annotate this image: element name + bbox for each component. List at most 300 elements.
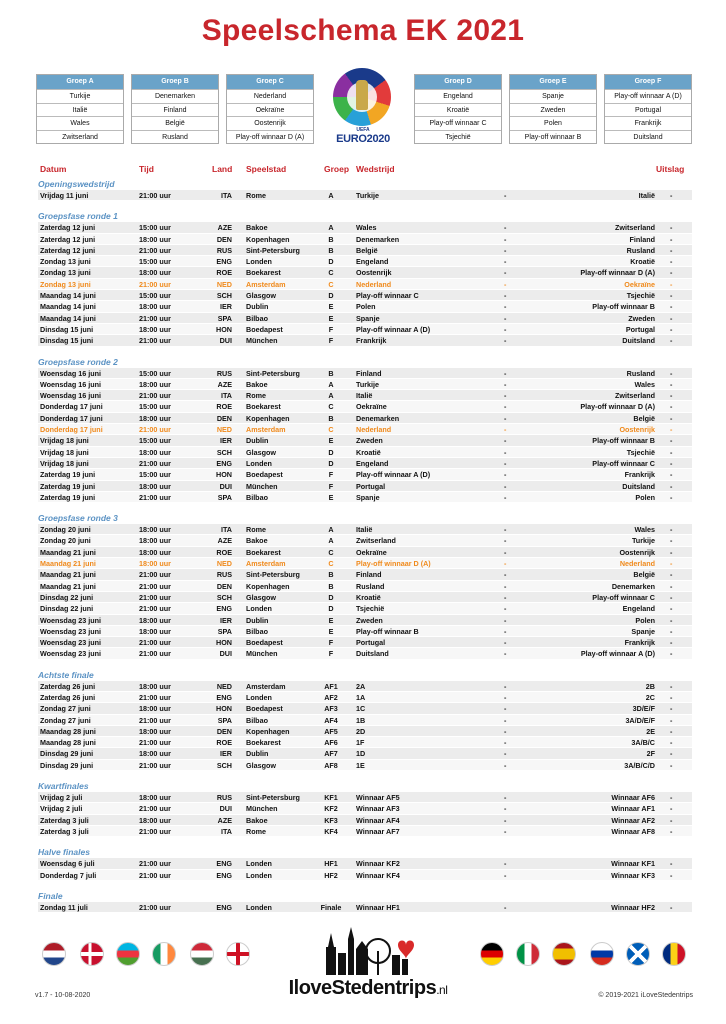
host-city: Glasgow	[246, 291, 276, 301]
group-team: Tsjechië	[415, 130, 501, 144]
host-city: Sint-Petersburg	[246, 570, 300, 580]
home-team: Play-off winnaar C	[356, 291, 419, 301]
match-score: -	[670, 681, 673, 691]
vs-dash: -	[504, 279, 507, 289]
host-country: SPA	[217, 492, 232, 502]
host-city: Londen	[246, 257, 272, 267]
header-score: Uitslag	[656, 164, 685, 174]
match-group: AF4	[324, 715, 338, 725]
match-date: Maandag 14 juni	[40, 302, 96, 312]
home-team: Zweden	[356, 615, 383, 625]
home-team: Denemarken	[356, 413, 400, 423]
match-score: -	[670, 638, 673, 648]
vs-dash: -	[504, 481, 507, 491]
match-time: 21:00 uur	[139, 391, 171, 401]
home-team: 1B	[356, 715, 366, 725]
home-team: Play-off winnaar D (A)	[356, 559, 431, 569]
away-team: Play-off winnaar B	[592, 436, 655, 446]
match-date: Zaterdag 3 juli	[40, 826, 89, 836]
group-table-groep-d	[414, 74, 502, 144]
host-country: ENG	[216, 870, 232, 880]
group-team: Zweden	[510, 103, 596, 117]
match-date: Vrijdag 11 juni	[40, 191, 89, 200]
away-team: Polen	[635, 492, 655, 502]
away-team: Frankrijk	[624, 638, 655, 648]
match-group: D	[328, 291, 334, 301]
away-team: Winnaar KF3	[611, 870, 655, 880]
host-country: HON	[216, 638, 232, 648]
home-team: Rusland	[356, 581, 385, 591]
host-country: ENG	[216, 859, 232, 869]
group-team: Oekraïne	[227, 103, 313, 117]
host-city: Kopenhagen	[246, 413, 290, 423]
home-team: Spanje	[356, 313, 380, 323]
match-row	[38, 222, 692, 233]
match-score: -	[670, 268, 673, 278]
match-score: -	[670, 223, 673, 233]
vs-dash: -	[504, 245, 507, 255]
host-city: Bakoe	[246, 223, 268, 233]
match-time: 18:00 uur	[139, 726, 171, 736]
match-score: -	[670, 547, 673, 557]
host-country: AZE	[217, 815, 232, 825]
home-team: Kroatië	[356, 447, 381, 457]
home-team: Denemarken	[356, 234, 400, 244]
away-team: 2C	[645, 692, 655, 702]
match-row	[38, 368, 692, 379]
vs-dash: -	[504, 413, 507, 423]
home-team: Winnaar HF1	[356, 902, 400, 912]
match-score: -	[670, 313, 673, 323]
match-group: F	[328, 470, 334, 480]
match-date: Zaterdag 3 juli	[40, 815, 89, 825]
home-team: Zweden	[356, 436, 383, 446]
match-row	[38, 581, 692, 592]
home-team: Winnaar AF3	[356, 804, 400, 814]
match-group: A	[328, 191, 334, 200]
vs-dash: -	[504, 704, 507, 714]
home-team: België	[356, 245, 378, 255]
section-title: Groepsfase ronde 2	[38, 356, 118, 367]
match-date: Zondag 13 juni	[40, 279, 91, 289]
match-score: -	[670, 279, 673, 289]
match-date: Zondag 11 juli	[40, 902, 88, 912]
brand-logo	[268, 925, 468, 1005]
match-time: 18:00 uur	[139, 547, 171, 557]
match-date: Dinsdag 22 juni	[40, 604, 94, 614]
match-group: F	[328, 336, 334, 346]
match-time: 21:00 uur	[139, 425, 171, 435]
away-team: Zwitserland	[615, 223, 655, 233]
host-city: Sint-Petersburg	[246, 793, 300, 803]
section-title: Achtste finale	[38, 669, 94, 680]
match-time: 21:00 uur	[139, 870, 171, 880]
match-date: Zondag 20 juni	[40, 525, 91, 535]
home-team: Italië	[356, 525, 373, 535]
match-score: -	[670, 245, 673, 255]
match-date: Maandag 21 juni	[40, 570, 96, 580]
vs-dash: -	[504, 447, 507, 457]
home-team: 1F	[356, 738, 365, 748]
match-date: Vrijdag 18 juni	[40, 447, 89, 457]
home-team: Zwitserland	[356, 536, 396, 546]
match-group: C	[328, 547, 334, 557]
match-group: KF1	[324, 793, 338, 803]
match-time: 18:00 uur	[139, 536, 171, 546]
host-country: DUI	[219, 481, 232, 491]
match-row	[38, 458, 692, 469]
match-score: -	[670, 859, 673, 869]
away-team: Italië	[638, 191, 655, 200]
match-score: -	[670, 615, 673, 625]
away-team: Portugal	[625, 324, 655, 334]
host-city: Rome	[246, 525, 266, 535]
match-time: 21:00 uur	[139, 859, 171, 869]
vs-dash: -	[504, 436, 507, 446]
match-group: F	[328, 481, 334, 491]
match-row	[38, 692, 692, 703]
match-date: Zaterdag 26 juni	[40, 681, 96, 691]
host-city: Glasgow	[246, 447, 276, 457]
group-team: Play-off winnaar B	[510, 130, 596, 144]
match-date: Zondag 13 juni	[40, 268, 91, 278]
home-team: Tsjechië	[356, 604, 385, 614]
match-date: Zaterdag 19 juni	[40, 470, 96, 480]
home-team: Play-off winnaar A (D)	[356, 324, 431, 334]
match-row	[38, 558, 692, 569]
denmark-flag-icon	[80, 942, 104, 966]
host-city: Kopenhagen	[246, 726, 290, 736]
match-time: 18:00 uur	[139, 626, 171, 636]
vs-dash: -	[504, 336, 507, 346]
host-city: Amsterdam	[246, 559, 286, 569]
host-city: Londen	[246, 902, 272, 912]
away-team: Oekraïne	[624, 279, 655, 289]
match-date: Woensdag 16 juni	[40, 368, 101, 378]
match-time: 21:00 uur	[139, 570, 171, 580]
match-date: Woensdag 16 juni	[40, 379, 101, 389]
match-group: C	[328, 279, 334, 289]
match-date: Dinsdag 29 juni	[40, 749, 94, 759]
home-team: Play-off winnaar B	[356, 626, 419, 636]
match-group: B	[328, 413, 334, 423]
vs-dash: -	[504, 715, 507, 725]
match-score: -	[670, 257, 673, 267]
match-group: B	[328, 570, 334, 580]
vs-dash: -	[504, 291, 507, 301]
match-row	[38, 815, 692, 826]
away-team: Frankrijk	[624, 470, 655, 480]
match-score: -	[670, 324, 673, 334]
host-country: DEN	[216, 581, 232, 591]
match-time: 21:00 uur	[139, 279, 171, 289]
match-group: KF3	[324, 815, 338, 825]
host-country: ENG	[216, 257, 232, 267]
match-score: -	[670, 291, 673, 301]
vs-dash: -	[504, 581, 507, 591]
match-date: Zaterdag 26 juni	[40, 692, 96, 702]
match-score: -	[670, 804, 673, 814]
match-group: B	[328, 368, 334, 378]
match-row	[38, 492, 692, 503]
match-date: Dinsdag 22 juni	[40, 592, 94, 602]
vs-dash: -	[504, 638, 507, 648]
trophy-icon	[356, 80, 368, 110]
host-city: Glasgow	[246, 592, 276, 602]
vs-dash: -	[504, 815, 507, 825]
vs-dash: -	[504, 626, 507, 636]
match-score: -	[670, 704, 673, 714]
host-country: SCH	[216, 760, 232, 770]
home-team: Turkije	[356, 191, 380, 200]
match-date: Maandag 21 juni	[40, 581, 96, 591]
match-time: 21:00 uur	[139, 902, 171, 912]
match-time: 18:00 uur	[139, 379, 171, 389]
match-time: 21:00 uur	[139, 313, 171, 323]
match-score: -	[670, 536, 673, 546]
match-date: Donderdag 17 juni	[40, 425, 103, 435]
away-team: Winnaar AF1	[611, 804, 655, 814]
match-row	[38, 648, 692, 659]
group-team: Polen	[510, 116, 596, 130]
match-time: 21:00 uur	[139, 715, 171, 725]
match-row	[38, 413, 692, 424]
copyright-label: © 2019-2021 iLoveStedentrips	[598, 992, 693, 999]
host-country: SCH	[216, 592, 232, 602]
host-city: Sint-Petersburg	[246, 368, 300, 378]
home-team: 1D	[356, 749, 366, 759]
group-header: Groep E	[510, 75, 596, 89]
match-time: 21:00 uur	[139, 245, 171, 255]
match-row	[38, 637, 692, 648]
match-date: Vrijdag 2 juli	[40, 804, 83, 814]
host-country: DEN	[216, 413, 232, 423]
match-time: 21:00 uur	[139, 458, 171, 468]
header-group: Groep	[324, 164, 350, 174]
away-team: 3A/D/E/F	[625, 715, 655, 725]
page-title: Speelschema EK 2021	[201, 14, 525, 47]
match-time: 15:00 uur	[139, 402, 171, 412]
vs-dash: -	[504, 726, 507, 736]
match-score: -	[670, 234, 673, 244]
match-time: 21:00 uur	[139, 649, 171, 659]
home-team: Engeland	[356, 257, 389, 267]
match-row	[38, 245, 692, 256]
match-score: -	[670, 738, 673, 748]
match-group: E	[328, 492, 334, 502]
match-row	[38, 715, 692, 726]
match-group: AF6	[324, 738, 338, 748]
match-score: -	[670, 592, 673, 602]
away-team: Nederland	[619, 559, 655, 569]
host-city: Rome	[246, 391, 266, 401]
host-country: RUS	[216, 793, 232, 803]
match-score: -	[670, 447, 673, 457]
match-row	[38, 858, 692, 869]
match-score: -	[670, 692, 673, 702]
euro2020-logo	[325, 66, 401, 148]
match-date: Maandag 14 juni	[40, 313, 96, 323]
group-team: Turkije	[37, 89, 123, 103]
host-country: ENG	[216, 692, 232, 702]
host-city: Boedapest	[246, 470, 283, 480]
match-row	[38, 379, 692, 390]
host-country: DUI	[219, 336, 232, 346]
vs-dash: -	[504, 191, 507, 200]
host-country: ROE	[216, 547, 232, 557]
away-team: Finland	[629, 234, 655, 244]
match-group: AF7	[324, 749, 338, 759]
vs-dash: -	[504, 749, 507, 759]
header-city: Speelstad	[246, 164, 287, 174]
spain-flag-icon	[552, 942, 576, 966]
host-country: SPA	[217, 626, 232, 636]
match-group: A	[328, 223, 334, 233]
vs-dash: -	[504, 559, 507, 569]
group-team: Play-off winnaar C	[415, 116, 501, 130]
match-time: 18:00 uur	[139, 413, 171, 423]
match-row	[38, 726, 692, 737]
host-country: DEN	[216, 234, 232, 244]
match-row	[38, 481, 692, 492]
away-team: België	[633, 413, 655, 423]
match-date: Zondag 27 juni	[40, 715, 91, 725]
match-time: 15:00 uur	[139, 470, 171, 480]
away-team: Play-off winnaar D (A)	[580, 268, 655, 278]
home-team: Polen	[356, 302, 376, 312]
host-city: Londen	[246, 604, 272, 614]
home-team: Engeland	[356, 458, 389, 468]
vs-dash: -	[504, 870, 507, 880]
match-score: -	[670, 760, 673, 770]
match-time: 21:00 uur	[139, 692, 171, 702]
host-country: SPA	[217, 715, 232, 725]
vs-dash: -	[504, 234, 507, 244]
match-group: AF5	[324, 726, 338, 736]
match-row	[38, 234, 692, 245]
match-time: 18:00 uur	[139, 234, 171, 244]
match-date: Woensdag 23 juni	[40, 649, 101, 659]
away-team: Kroatië	[630, 257, 655, 267]
match-date: Dinsdag 29 juni	[40, 760, 94, 770]
section-title: Openingswedstrijd	[38, 179, 115, 189]
away-team: Oostenrijk	[619, 547, 655, 557]
home-team: Wales	[356, 223, 377, 233]
match-row	[38, 748, 692, 759]
match-score: -	[670, 302, 673, 312]
match-group: AF1	[324, 681, 338, 691]
host-city: Londen	[246, 458, 272, 468]
match-group: E	[328, 313, 334, 323]
match-row	[38, 401, 692, 412]
away-team: 3A/B/C	[631, 738, 655, 748]
match-score: -	[670, 626, 673, 636]
host-city: Kopenhagen	[246, 234, 290, 244]
host-country: HON	[216, 470, 232, 480]
host-country: RUS	[216, 570, 232, 580]
match-date: Vrijdag 2 juli	[40, 793, 83, 803]
match-row	[38, 626, 692, 637]
home-team: Portugal	[356, 481, 386, 491]
match-row	[38, 290, 692, 301]
germany-flag-icon	[480, 942, 504, 966]
match-date: Donderdag 7 juli	[40, 870, 97, 880]
match-score: -	[670, 458, 673, 468]
away-team: Rusland	[626, 245, 655, 255]
group-team: Duitsland	[605, 130, 691, 144]
host-country: DUI	[219, 804, 232, 814]
group-header: Groep C	[227, 75, 313, 89]
match-time: 18:00 uur	[139, 749, 171, 759]
away-team: Duitsland	[622, 336, 655, 346]
host-city: Londen	[246, 870, 272, 880]
group-header: Groep F	[605, 75, 691, 89]
away-team: Denemarken	[611, 581, 655, 591]
schedule	[0, 178, 726, 913]
group-team: Zwitserland	[37, 130, 123, 144]
match-group: B	[328, 245, 334, 255]
vs-dash: -	[504, 402, 507, 412]
match-date: Maandag 14 juni	[40, 291, 96, 301]
match-score: -	[670, 581, 673, 591]
match-row	[38, 681, 692, 692]
section-title: Groepsfase ronde 1	[38, 211, 118, 222]
host-city: München	[246, 336, 278, 346]
vs-dash: -	[504, 615, 507, 625]
match-time: 15:00 uur	[139, 223, 171, 233]
group-team: Portugal	[605, 103, 691, 117]
away-team: Duitsland	[622, 481, 655, 491]
match-date: Woensdag 23 juni	[40, 615, 101, 625]
vs-dash: -	[504, 902, 507, 912]
home-team: Finland	[356, 368, 382, 378]
match-date: Dinsdag 15 juni	[40, 324, 94, 334]
match-row	[38, 603, 692, 614]
vs-dash: -	[504, 793, 507, 803]
match-time: 15:00 uur	[139, 436, 171, 446]
match-group: C	[328, 402, 334, 412]
away-team: 2E	[646, 726, 655, 736]
host-country: ROE	[216, 402, 232, 412]
group-team: Oostenrijk	[227, 116, 313, 130]
group-team: Wales	[37, 116, 123, 130]
match-group: Finale	[320, 902, 342, 912]
match-row	[38, 256, 692, 267]
match-time: 18:00 uur	[139, 268, 171, 278]
match-group: C	[328, 559, 334, 569]
vs-dash: -	[504, 649, 507, 659]
match-score: -	[670, 559, 673, 569]
match-group: A	[328, 525, 334, 535]
match-group: A	[328, 391, 334, 401]
match-group: E	[328, 615, 334, 625]
vs-dash: -	[504, 525, 507, 535]
vs-dash: -	[504, 547, 507, 557]
home-team: Frankrijk	[356, 336, 387, 346]
home-team: Winnaar AF5	[356, 793, 400, 803]
vs-dash: -	[504, 425, 507, 435]
host-city: Bilbao	[246, 626, 268, 636]
match-group: E	[328, 626, 334, 636]
host-city: Sint-Petersburg	[246, 245, 300, 255]
host-city: Londen	[246, 692, 272, 702]
host-city: Boedapest	[246, 704, 283, 714]
match-score: -	[670, 481, 673, 491]
host-country: SPA	[217, 313, 232, 323]
match-row	[38, 592, 692, 603]
host-city: Dublin	[246, 302, 269, 312]
host-country: IER	[220, 436, 232, 446]
